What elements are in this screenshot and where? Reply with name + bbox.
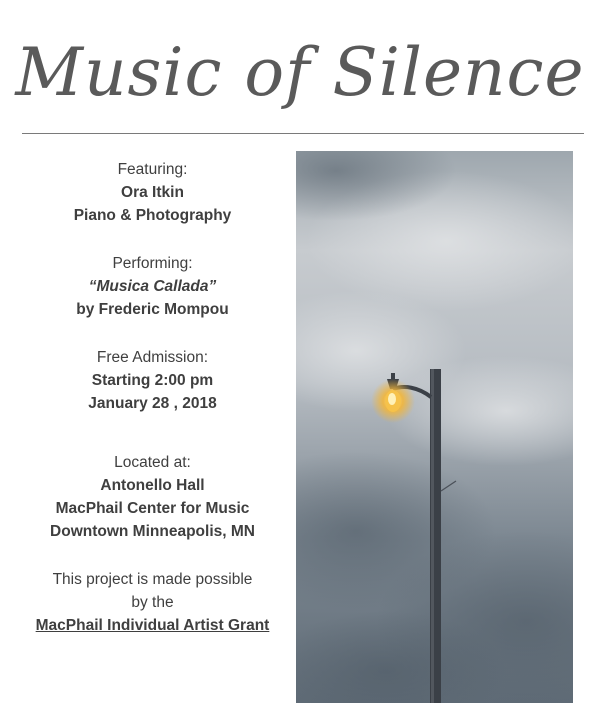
performing-block [20, 252, 285, 321]
artist-role: Piano & Photography [73, 207, 232, 224]
credit-block [20, 568, 285, 637]
composer-name: by Frederic Mompou [76, 301, 229, 318]
featuring-block [20, 158, 285, 227]
location-label: Located at: [114, 454, 191, 471]
work-title: “Musica Callada” [88, 278, 217, 295]
hall-name: Antonello Hall [100, 477, 205, 494]
poster-title: Music of Silence [15, 34, 585, 111]
location-block [20, 451, 285, 543]
credit-line-2: by the [131, 594, 174, 611]
streetlamp-photo [296, 151, 573, 703]
featuring-label: Featuring: [117, 161, 188, 178]
admission-block [20, 346, 285, 415]
admission-label: Free Admission: [96, 349, 209, 366]
event-date: January 28 , 2018 [88, 395, 217, 412]
city-name: Downtown Minneapolis, MN [50, 523, 255, 540]
performing-label: Performing: [112, 255, 193, 272]
credit-line-1: This project is made possible [52, 571, 253, 588]
event-info [20, 158, 285, 662]
center-name: MacPhail Center for Music [55, 500, 250, 517]
streetlamp-illustration [296, 151, 573, 703]
title-divider [22, 133, 584, 134]
start-time: Starting 2:00 pm [91, 372, 214, 389]
artist-name: Ora Itkin [121, 184, 184, 201]
grant-link[interactable]: MacPhail Individual Artist Grant [35, 617, 270, 634]
